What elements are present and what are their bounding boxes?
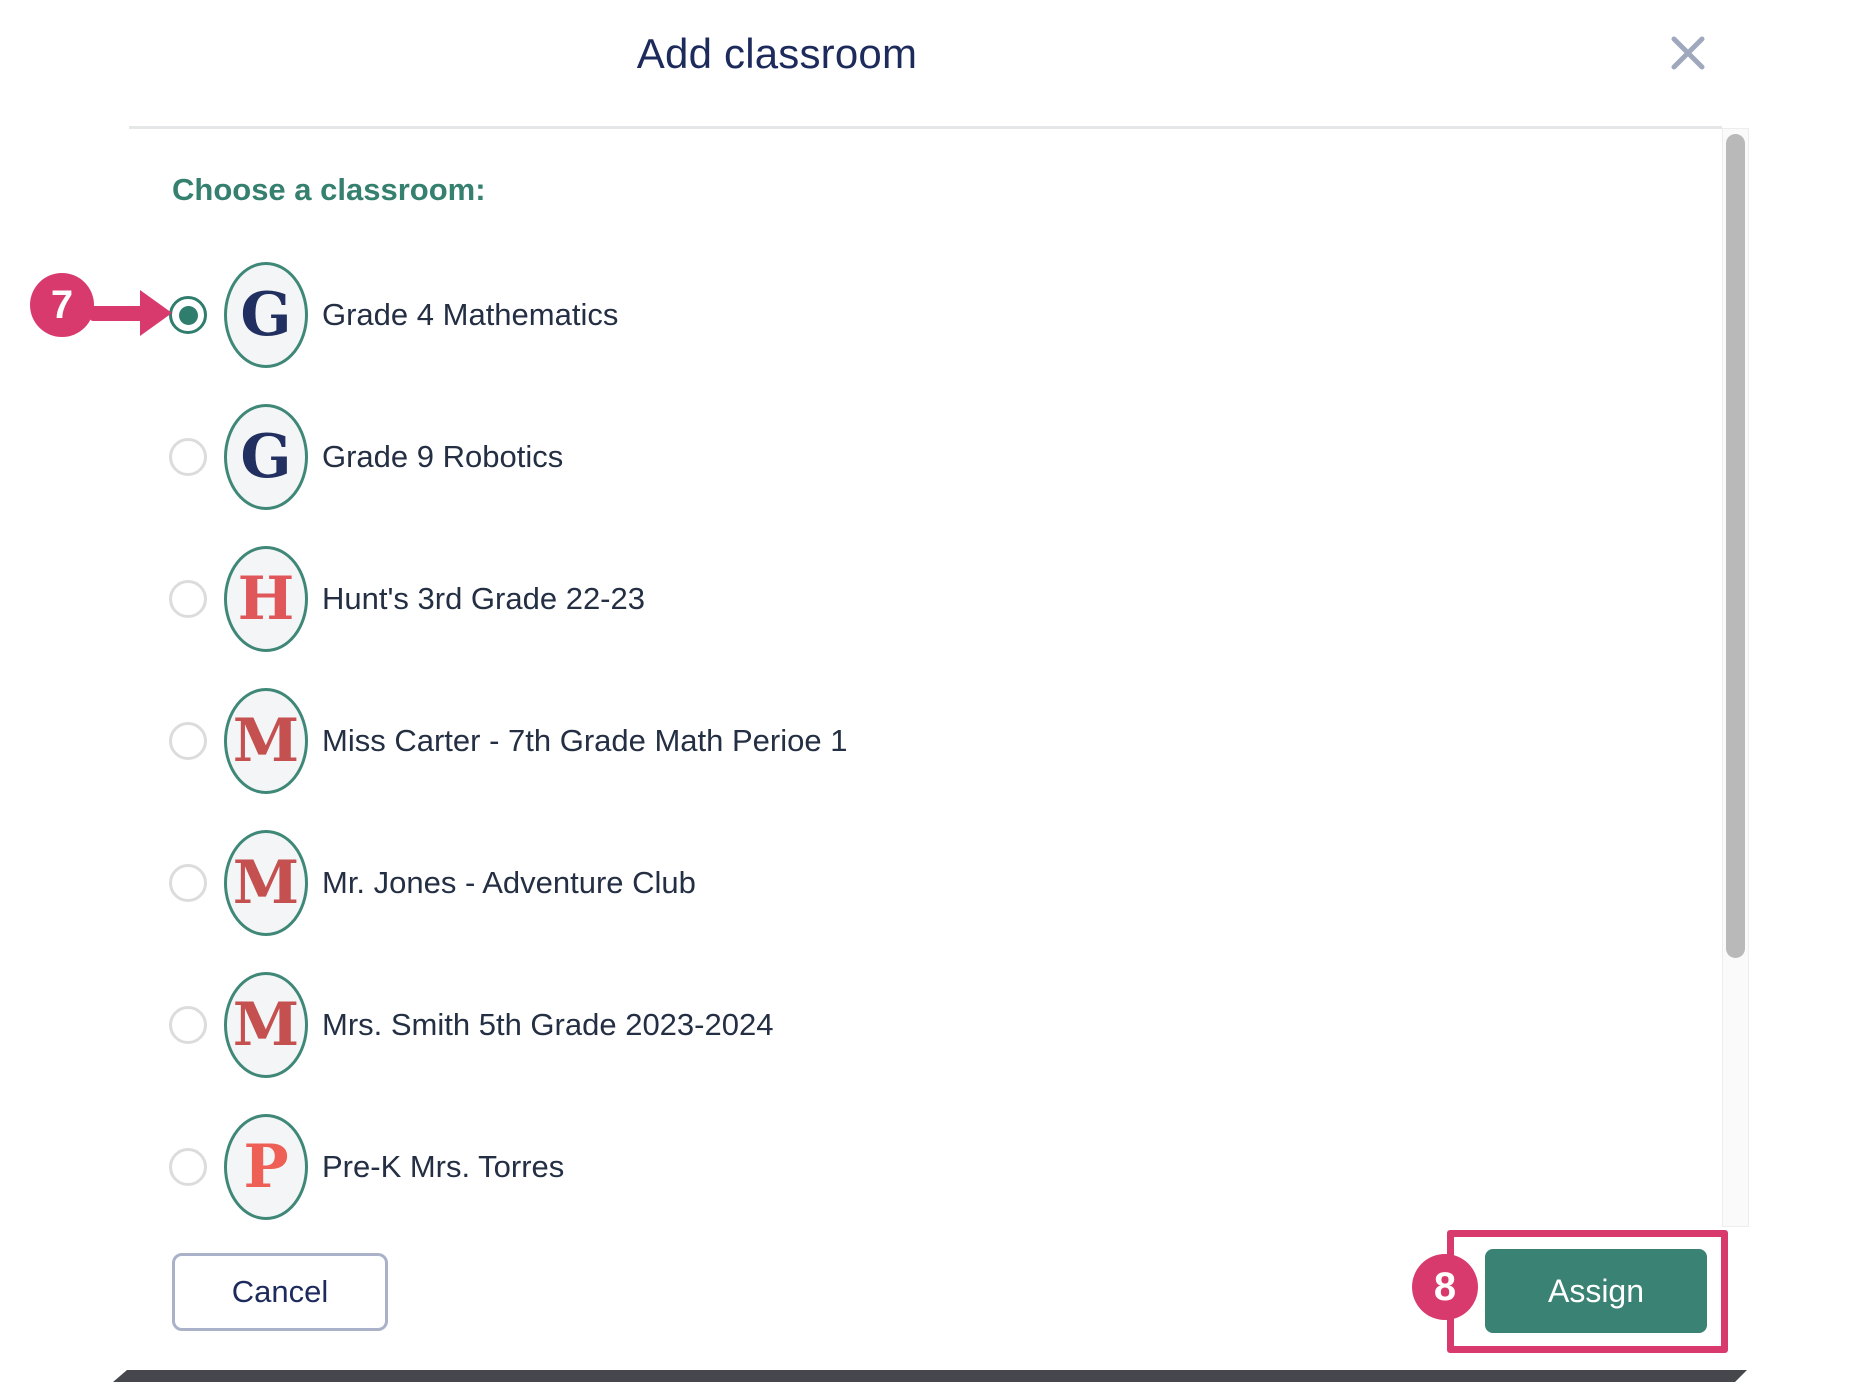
avatar-initial: G	[240, 280, 292, 350]
classroom-list	[0, 244, 1722, 1238]
classroom-row[interactable]	[0, 244, 1722, 386]
cancel-button[interactable]: Cancel	[172, 1253, 388, 1331]
scrollbar-thumb[interactable]	[1726, 134, 1745, 958]
classroom-avatar	[224, 1114, 308, 1220]
classroom-row[interactable]	[0, 386, 1722, 528]
classroom-avatar	[224, 546, 308, 652]
step-7-arrow-head	[140, 290, 172, 336]
avatar-initial: G	[240, 422, 292, 492]
classroom-avatar	[224, 262, 308, 368]
radio-dot	[179, 1158, 198, 1177]
classroom-avatar	[224, 830, 308, 936]
radio-dot	[179, 732, 198, 751]
classroom-name: Hunt's 3rd Grade 22-23	[322, 581, 645, 616]
classroom-name: Miss Carter - 7th Grade Math Perioe 1	[322, 723, 848, 758]
radio-dot	[179, 1016, 198, 1035]
classroom-radio[interactable]	[169, 1148, 207, 1186]
close-button[interactable]	[1664, 30, 1712, 78]
step-7-arrow	[90, 306, 144, 321]
avatar-initial: P	[243, 1132, 289, 1202]
classroom-radio[interactable]	[169, 438, 207, 476]
step-8-badge: 8	[1412, 1254, 1478, 1320]
classroom-row[interactable]	[0, 954, 1722, 1096]
avatar-initial: M	[232, 706, 300, 776]
classroom-row[interactable]	[0, 528, 1722, 670]
classroom-radio[interactable]	[169, 1006, 207, 1044]
classroom-radio[interactable]	[169, 864, 207, 902]
classroom-row[interactable]	[0, 812, 1722, 954]
classroom-name: Grade 4 Mathematics	[322, 297, 619, 332]
classroom-row[interactable]	[0, 1096, 1722, 1238]
classroom-avatar	[224, 404, 308, 510]
classroom-row[interactable]	[0, 670, 1722, 812]
radio-dot	[179, 306, 198, 325]
radio-dot	[179, 448, 198, 467]
avatar-initial: M	[232, 990, 300, 1060]
avatar-initial: M	[232, 848, 300, 918]
assign-button[interactable]: Assign	[1485, 1249, 1707, 1333]
classroom-avatar	[224, 972, 308, 1078]
classroom-avatar	[224, 688, 308, 794]
classroom-name: Grade 9 Robotics	[322, 439, 564, 474]
step-7-badge: 7	[30, 273, 94, 337]
classroom-name: Mr. Jones - Adventure Club	[322, 865, 696, 900]
avatar-initial: H	[237, 564, 295, 634]
classroom-name: Pre-K Mrs. Torres	[322, 1149, 565, 1184]
scrollbar-track[interactable]	[1722, 128, 1749, 1227]
classroom-radio[interactable]	[169, 580, 207, 618]
radio-dot	[179, 874, 198, 893]
classroom-name: Mrs. Smith 5th Grade 2023-2024	[322, 1007, 774, 1042]
classroom-radio[interactable]	[169, 722, 207, 760]
section-label: Choose a classroom:	[172, 172, 486, 207]
close-icon	[1670, 35, 1706, 71]
classroom-radio[interactable]	[169, 296, 207, 334]
dialog-title: Add classroom	[636, 30, 918, 77]
radio-dot	[179, 590, 198, 609]
header-divider	[129, 126, 1722, 129]
page-bottom-edge	[113, 1370, 1747, 1382]
